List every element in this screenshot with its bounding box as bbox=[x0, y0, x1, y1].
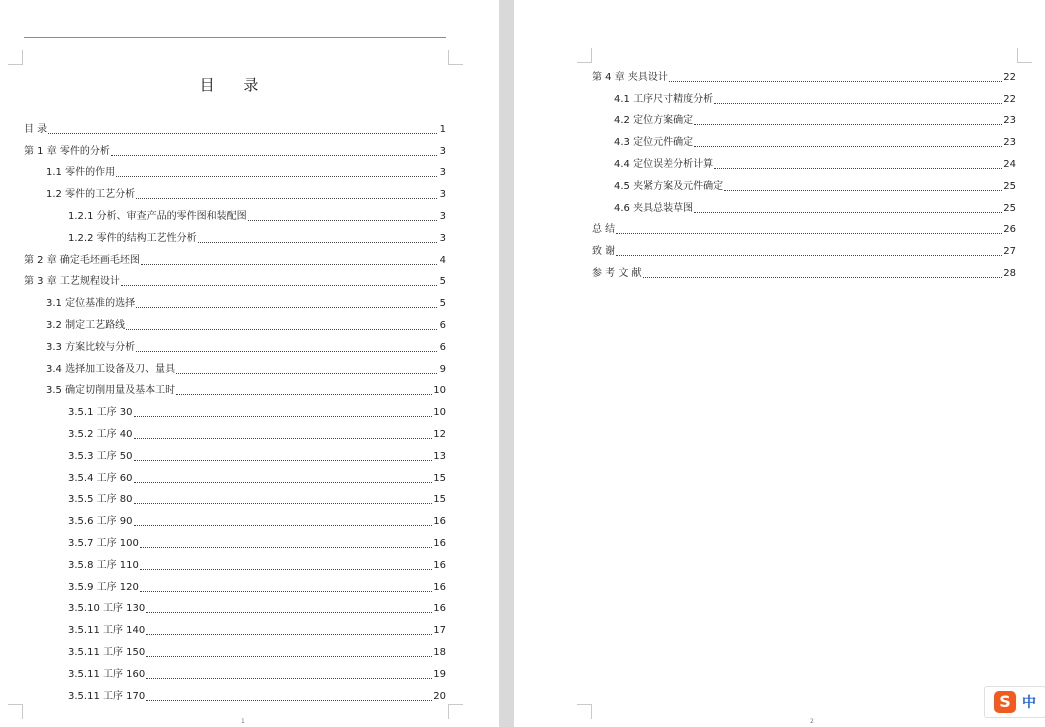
toc-dot-leader bbox=[136, 307, 437, 308]
toc-entry-title: 4.5 夹紧方案及元件确定 bbox=[614, 180, 724, 192]
page-gap bbox=[499, 0, 514, 727]
toc-entry-title: 3.5.9 工序 120 bbox=[68, 581, 139, 593]
toc-entry[interactable] bbox=[592, 84, 1016, 106]
toc-entry[interactable] bbox=[24, 288, 446, 310]
toc-entry[interactable] bbox=[24, 659, 446, 681]
toc-dot-leader bbox=[198, 242, 437, 243]
toc-entry-page: 17 bbox=[433, 625, 446, 637]
toc-entry-title: 4.3 定位元件确定 bbox=[614, 137, 694, 149]
toc-entry-title: 3.5.5 工序 80 bbox=[68, 494, 133, 506]
toc-dot-leader bbox=[176, 373, 437, 374]
toc-list-page-1 bbox=[24, 114, 446, 703]
ime-toolbar[interactable] bbox=[984, 686, 1045, 718]
toc-dot-leader bbox=[694, 212, 1002, 213]
toc-dot-leader bbox=[146, 656, 432, 657]
toc-entry-page: 13 bbox=[433, 450, 446, 462]
toc-entry[interactable] bbox=[24, 681, 446, 703]
toc-dot-leader bbox=[140, 569, 432, 570]
header-rule bbox=[24, 37, 446, 38]
toc-entry[interactable] bbox=[592, 193, 1016, 215]
toc-entry-title: 3.5.11 工序 140 bbox=[68, 625, 146, 637]
toc-dot-leader bbox=[694, 146, 1002, 147]
toc-entry-page: 6 bbox=[439, 341, 446, 353]
crop-mark-bottom-left bbox=[8, 704, 23, 719]
toc-dot-leader bbox=[248, 220, 437, 221]
toc-entry-page: 23 bbox=[1003, 115, 1016, 127]
toc-entry[interactable] bbox=[24, 615, 446, 637]
toc-entry[interactable] bbox=[24, 485, 446, 507]
toc-dot-leader bbox=[140, 547, 432, 548]
toc-entry-title: 3.5 确定切削用量及基本工时 bbox=[46, 385, 176, 397]
toc-entry[interactable] bbox=[24, 114, 446, 136]
toc-entry[interactable] bbox=[24, 572, 446, 594]
toc-dot-leader bbox=[134, 438, 433, 439]
toc-entry[interactable] bbox=[24, 201, 446, 223]
toc-entry-page: 26 bbox=[1003, 224, 1016, 236]
toc-entry[interactable] bbox=[24, 441, 446, 463]
toc-entry[interactable] bbox=[24, 419, 446, 441]
crop-mark-bottom-left bbox=[577, 704, 592, 719]
ime-mode-indicator[interactable]: 中 bbox=[1022, 695, 1036, 711]
toc-entry-title: 3.5.11 工序 160 bbox=[68, 668, 146, 680]
toc-dot-leader bbox=[724, 190, 1002, 191]
toc-dot-leader bbox=[134, 416, 433, 417]
page-number: 1 bbox=[241, 718, 245, 725]
toc-entry-page: 22 bbox=[1003, 93, 1016, 105]
ime-logo-icon[interactable]: S bbox=[994, 691, 1016, 713]
toc-entry[interactable] bbox=[24, 397, 446, 419]
toc-entry-title: 3.5.7 工序 100 bbox=[68, 537, 139, 549]
toc-entry-title: 3.3 方案比较与分析 bbox=[46, 341, 136, 353]
toc-entry[interactable] bbox=[24, 528, 446, 550]
toc-entry[interactable] bbox=[24, 245, 446, 267]
toc-entry[interactable] bbox=[592, 149, 1016, 171]
toc-entry-page: 3 bbox=[439, 210, 446, 222]
toc-entry-page: 15 bbox=[433, 472, 446, 484]
toc-entry[interactable] bbox=[24, 594, 446, 616]
toc-dot-leader bbox=[48, 133, 437, 134]
toc-entry-page: 16 bbox=[433, 559, 446, 571]
toc-entry-page: 16 bbox=[433, 581, 446, 593]
toc-entry-title: 3.5.11 工序 150 bbox=[68, 646, 146, 658]
toc-entry[interactable] bbox=[24, 506, 446, 528]
toc-entry[interactable] bbox=[24, 310, 446, 332]
toc-entry-page: 3 bbox=[439, 232, 446, 244]
toc-entry[interactable] bbox=[592, 62, 1016, 84]
toc-entry-title: 第 4 章 夹具设计 bbox=[592, 71, 668, 83]
toc-dot-leader bbox=[146, 678, 432, 679]
toc-entry-page: 3 bbox=[439, 189, 446, 201]
toc-entry[interactable] bbox=[24, 136, 446, 158]
toc-entry-page: 27 bbox=[1003, 246, 1016, 258]
toc-entry-page: 25 bbox=[1003, 202, 1016, 214]
toc-entry-title: 1.2 零件的工艺分析 bbox=[46, 189, 136, 201]
toc-entry[interactable] bbox=[592, 127, 1016, 149]
toc-entry-page: 18 bbox=[433, 646, 446, 658]
toc-entry-page: 28 bbox=[1003, 267, 1016, 279]
toc-entry-page: 15 bbox=[433, 494, 446, 506]
toc-entry[interactable] bbox=[592, 258, 1016, 280]
toc-entry-title: 1.1 零件的作用 bbox=[46, 167, 116, 179]
toc-entry[interactable] bbox=[592, 171, 1016, 193]
toc-dot-leader bbox=[643, 277, 1003, 278]
toc-entry[interactable] bbox=[24, 463, 446, 485]
toc-entry[interactable] bbox=[24, 550, 446, 572]
crop-mark-bottom-right bbox=[448, 704, 463, 719]
page-number: 2 bbox=[810, 718, 814, 725]
toc-dot-leader bbox=[140, 591, 432, 592]
toc-entry-page: 25 bbox=[1003, 180, 1016, 192]
toc-entry-page: 20 bbox=[433, 690, 446, 702]
toc-dot-leader bbox=[146, 700, 432, 701]
toc-entry[interactable] bbox=[24, 267, 446, 289]
toc-entry-title: 第 1 章 零件的分析 bbox=[24, 145, 110, 157]
toc-entry[interactable] bbox=[592, 215, 1016, 237]
toc-entry-title: 1.2.2 零件的结构工艺性分析 bbox=[68, 232, 197, 244]
toc-entry-page: 6 bbox=[439, 319, 446, 331]
toc-dot-leader bbox=[141, 264, 437, 265]
toc-entry[interactable] bbox=[592, 106, 1016, 128]
toc-entry-title: 3.5.11 工序 170 bbox=[68, 690, 146, 702]
toc-dot-leader bbox=[714, 168, 1002, 169]
toc-dot-leader bbox=[134, 460, 433, 461]
toc-entry-page: 1 bbox=[439, 123, 446, 135]
toc-entry-title: 1.2.1 分析、审查产品的零件图和装配图 bbox=[68, 210, 247, 222]
toc-dot-leader bbox=[176, 394, 432, 395]
toc-dot-leader bbox=[714, 103, 1002, 104]
toc-entry-page: 3 bbox=[439, 167, 446, 179]
document-page-2 bbox=[514, 0, 1045, 727]
toc-entry-title: 参 考 文 献 bbox=[592, 267, 642, 279]
toc-dot-leader bbox=[121, 285, 437, 286]
toc-dot-leader bbox=[126, 329, 437, 330]
toc-entry-title: 3.2 制定工艺路线 bbox=[46, 319, 126, 331]
toc-dot-leader bbox=[134, 525, 433, 526]
toc-entry-title: 总 结 bbox=[592, 224, 616, 236]
toc-entry-page: 23 bbox=[1003, 137, 1016, 149]
toc-entry-title: 目 录 bbox=[24, 123, 48, 135]
toc-dot-leader bbox=[136, 351, 437, 352]
toc-entry[interactable] bbox=[24, 223, 446, 245]
toc-entry-title: 第 3 章 工艺规程设计 bbox=[24, 276, 120, 288]
toc-entry-title: 4.6 夹具总装草图 bbox=[614, 202, 694, 214]
toc-list-page-2 bbox=[592, 62, 1016, 280]
toc-entry[interactable] bbox=[24, 158, 446, 180]
toc-dot-leader bbox=[111, 155, 437, 156]
toc-dot-leader bbox=[146, 634, 432, 635]
toc-dot-leader bbox=[134, 482, 433, 483]
toc-entry-page: 9 bbox=[439, 363, 446, 375]
toc-entry-title: 3.1 定位基准的选择 bbox=[46, 298, 136, 310]
toc-entry-title: 3.5.1 工序 30 bbox=[68, 407, 133, 419]
toc-dot-leader bbox=[669, 81, 1002, 82]
toc-dot-leader bbox=[136, 198, 437, 199]
crop-mark-top-left bbox=[8, 50, 23, 65]
toc-entry-title: 3.5.4 工序 60 bbox=[68, 472, 133, 484]
crop-mark-top-right bbox=[448, 50, 463, 65]
toc-entry[interactable] bbox=[24, 332, 446, 354]
toc-entry-title: 第 2 章 确定毛坯画毛坯图 bbox=[24, 254, 140, 266]
document-page-1 bbox=[0, 0, 499, 727]
toc-entry-page: 24 bbox=[1003, 158, 1016, 170]
toc-entry-page: 5 bbox=[439, 276, 446, 288]
toc-title: 目 录 bbox=[199, 76, 271, 94]
toc-entry-title: 4.1 工序尺寸精度分析 bbox=[614, 93, 714, 105]
toc-entry-page: 4 bbox=[439, 254, 446, 266]
toc-entry[interactable] bbox=[24, 179, 446, 201]
toc-entry-title: 4.2 定位方案确定 bbox=[614, 115, 694, 127]
toc-entry[interactable] bbox=[24, 376, 446, 398]
toc-entry-page: 10 bbox=[433, 407, 446, 419]
toc-dot-leader bbox=[616, 233, 1002, 234]
toc-entry-title: 3.5.6 工序 90 bbox=[68, 516, 133, 528]
toc-entry-page: 22 bbox=[1003, 71, 1016, 83]
toc-entry[interactable] bbox=[592, 236, 1016, 258]
toc-entry-page: 16 bbox=[433, 537, 446, 549]
toc-entry-page: 10 bbox=[433, 385, 446, 397]
toc-entry-title: 3.4 选择加工设备及刀、量具 bbox=[46, 363, 176, 375]
toc-entry-title: 4.4 定位误差分析计算 bbox=[614, 158, 714, 170]
toc-entry-page: 16 bbox=[433, 603, 446, 615]
toc-entry-title: 3.5.8 工序 110 bbox=[68, 559, 139, 571]
toc-entry[interactable] bbox=[24, 637, 446, 659]
toc-dot-leader bbox=[616, 255, 1002, 256]
toc-entry-title: 致 谢 bbox=[592, 246, 616, 258]
toc-entry-page: 16 bbox=[433, 516, 446, 528]
toc-entry-title: 3.5.2 工序 40 bbox=[68, 428, 133, 440]
toc-entry-page: 12 bbox=[433, 428, 446, 440]
toc-entry-page: 19 bbox=[433, 668, 446, 680]
toc-dot-leader bbox=[116, 176, 437, 177]
crop-mark-top-right bbox=[1017, 48, 1032, 63]
toc-entry-title: 3.5.10 工序 130 bbox=[68, 603, 146, 615]
toc-entry-page: 3 bbox=[439, 145, 446, 157]
toc-entry-page: 5 bbox=[439, 298, 446, 310]
toc-dot-leader bbox=[146, 612, 432, 613]
toc-dot-leader bbox=[694, 124, 1002, 125]
toc-entry-title: 3.5.3 工序 50 bbox=[68, 450, 133, 462]
toc-dot-leader bbox=[134, 503, 433, 504]
toc-entry[interactable] bbox=[24, 354, 446, 376]
crop-mark-top-left bbox=[577, 48, 592, 63]
